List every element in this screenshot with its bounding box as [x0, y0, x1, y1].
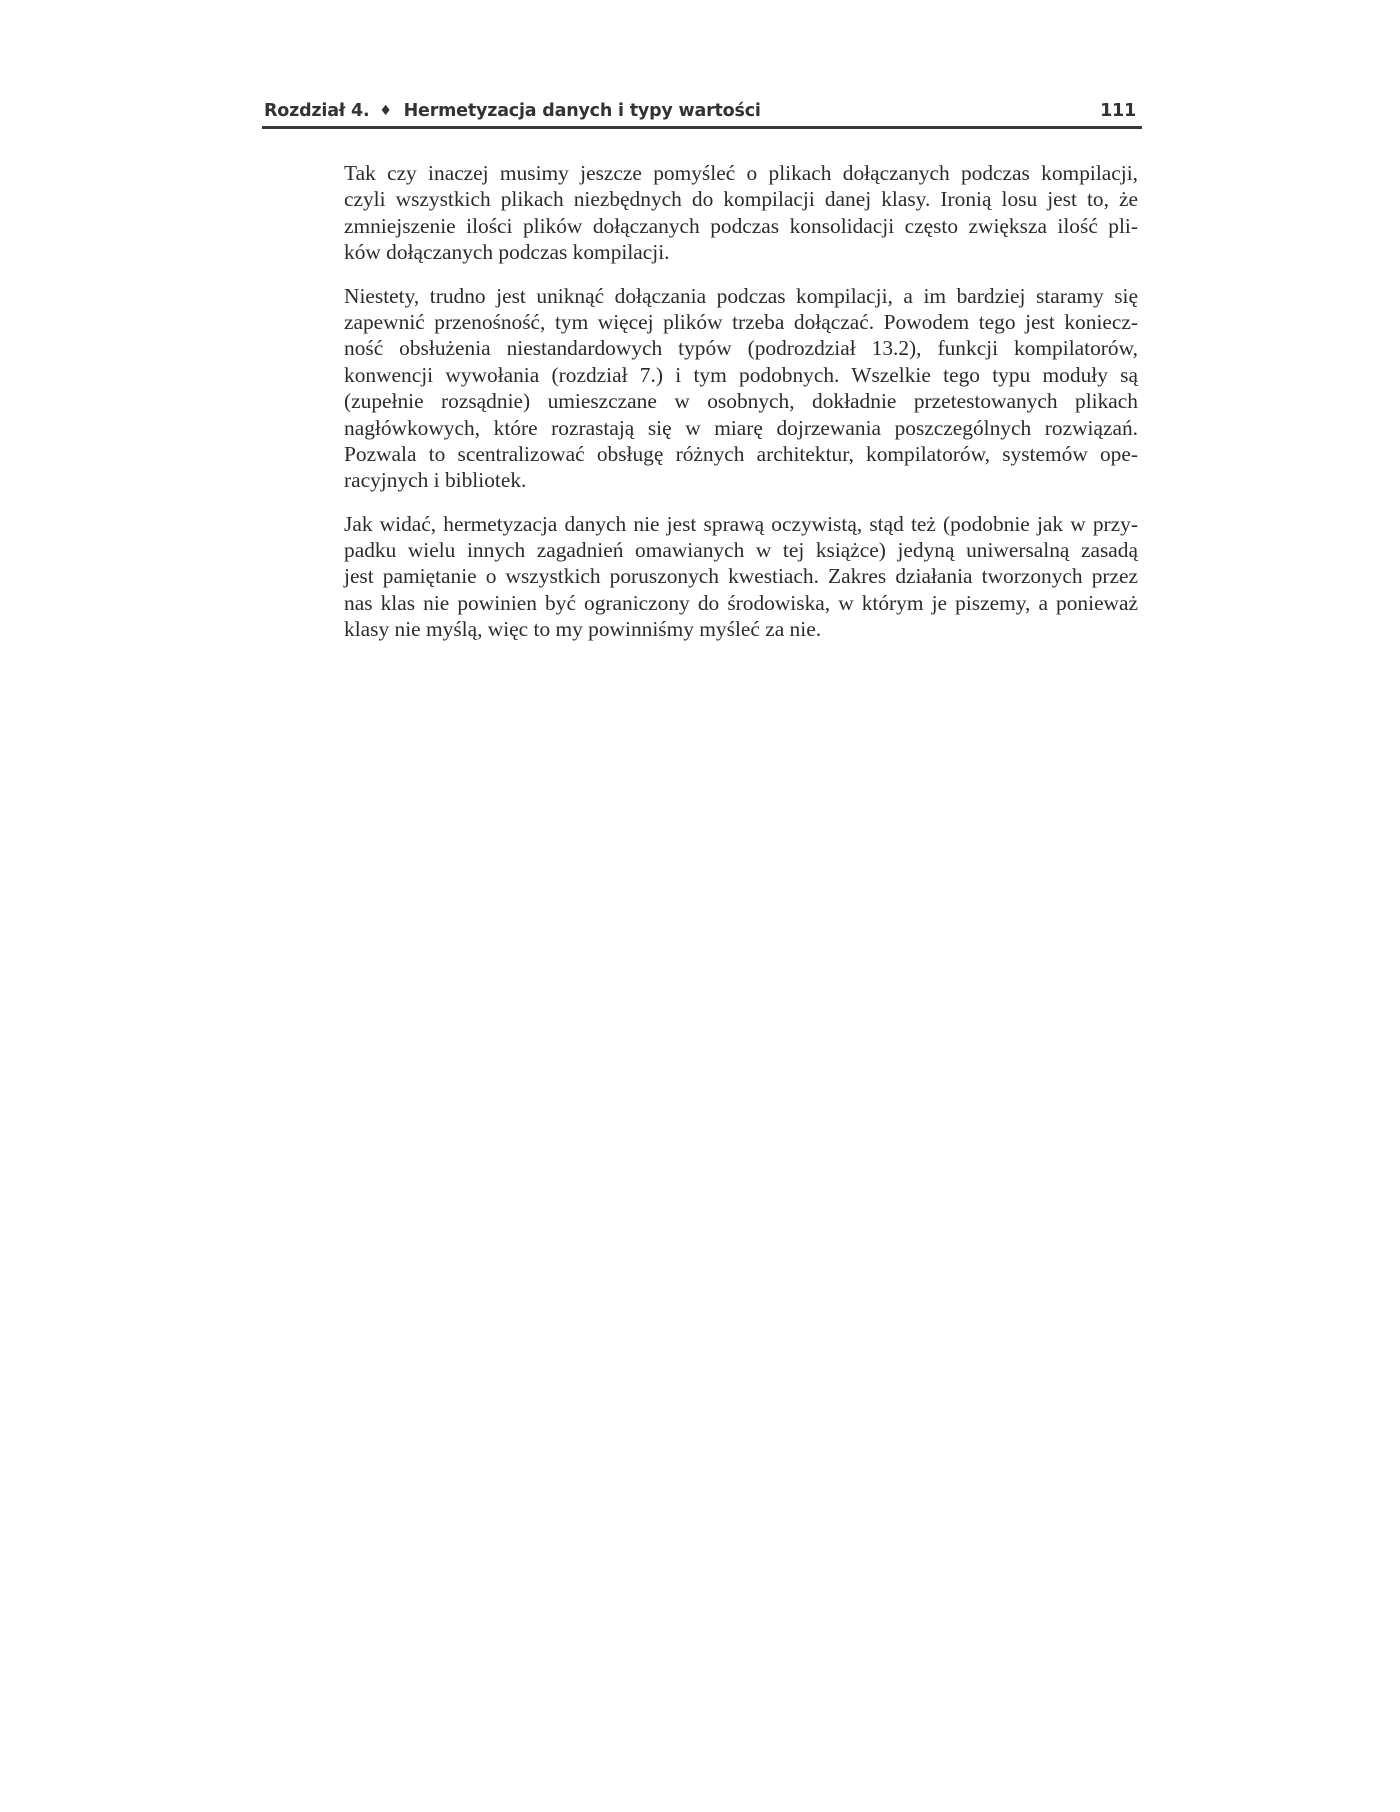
text-line: zmniejszenie ilości plików dołączanych podczas konsolidacji często zwiększa ilość pli- [344, 213, 1138, 238]
page-number: 111 [1100, 101, 1136, 121]
body-text [344, 160, 1138, 660]
paragraph-2 [344, 283, 1138, 494]
text-line: padku wielu innych zagadnień omawianych w tej książce) jedyną uniwersalną zasadą [344, 538, 1138, 563]
paragraph-3 [344, 511, 1138, 643]
text-line: Jak widać, hermetyzacja danych nie jest sprawą oczywistą, stąd też (podobnie jak w przy- [344, 511, 1138, 536]
text-line: (zupełnie rozsądnie) umieszczane w osobnych, dokładnie przetestowanych plikach [344, 389, 1138, 414]
text-line: racyjnych i bibliotek. [344, 468, 527, 493]
chapter-title: Hermetyzacja danych i typy wartości [403, 101, 761, 121]
text-line: nagłówkowych, które rozrastają się w miarę dojrzewania poszczególnych rozwiązań. [344, 415, 1138, 440]
header-rule [262, 126, 1142, 129]
text-line: ność obsłużenia niestandardowych typów (podrozdział 13.2), funkcji kompilatorów, [344, 336, 1138, 361]
text-line: Pozwala to scentralizować obsługę różnych architektur, kompilatorów, systemów ope- [344, 441, 1138, 466]
text-line: jest pamiętanie o wszystkich poruszonych kwestiach. Zakres działania tworzonych przez [344, 564, 1138, 589]
text-line: zapewnić przenośność, tym więcej plików trzeba dołączać. Powodem tego jest koniecz- [344, 309, 1138, 334]
diamond-separator-icon: ♦ [379, 103, 392, 119]
text-line: nas klas nie powinien być ograniczony do środowiska, w którym je piszemy, a ponieważ [344, 590, 1138, 615]
chapter-label: Rozdział 4. [264, 101, 370, 121]
text-line: czyli wszystkich plikach niezbędnych do kompilacji danej klasy. Ironią losu jest to, że [344, 187, 1138, 212]
text-line: klasy nie myślą, więc to my powinniśmy myśleć za nie. [344, 617, 822, 642]
running-header [264, 98, 1140, 124]
text-line: konwencji wywołania (rozdział 7.) i tym podobnych. Wszelkie tego typu moduły są [344, 362, 1138, 387]
paragraph-1 [344, 160, 1138, 266]
chapter-heading [264, 98, 761, 124]
text-line: ków dołączanych podczas kompilacji. [344, 240, 670, 265]
text-line: Niestety, trudno jest uniknąć dołączania podczas kompilacji, a im bardziej staramy się [344, 283, 1138, 308]
text-line: Tak czy inaczej musimy jeszcze pomyśleć o plikach dołączanych podczas kompilacji, [344, 161, 1138, 185]
